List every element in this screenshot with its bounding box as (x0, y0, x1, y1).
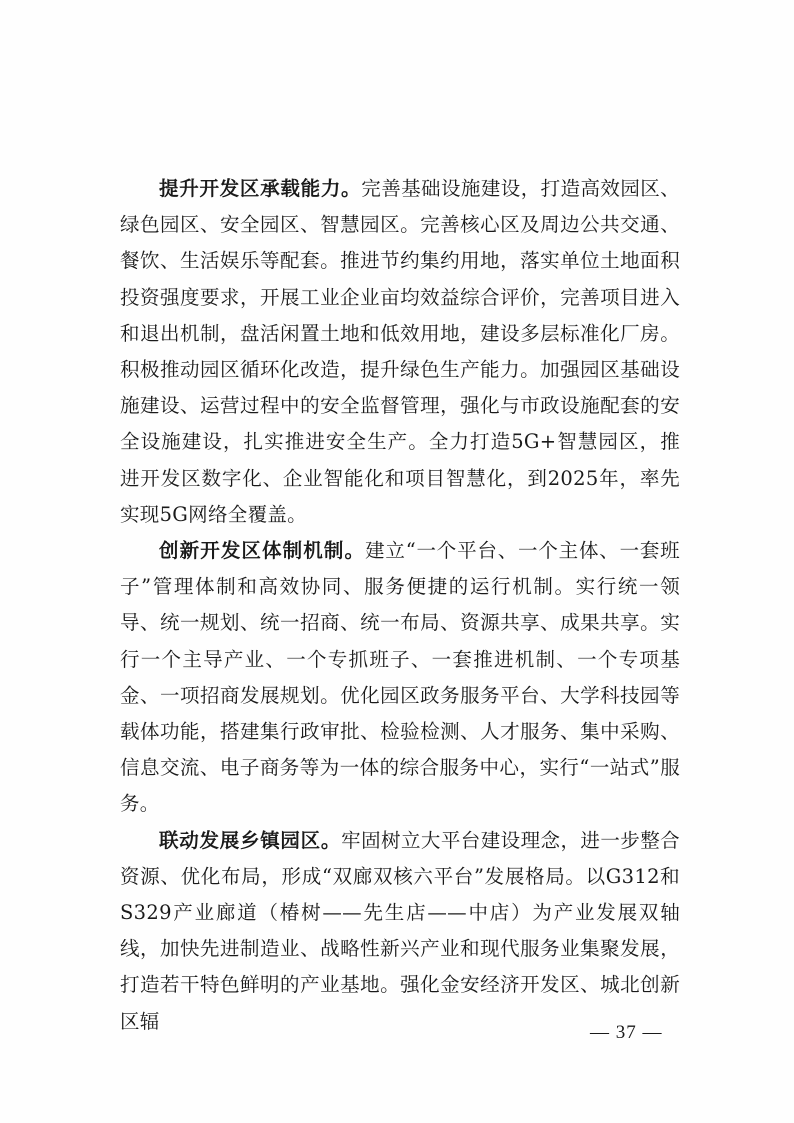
paragraph-2-body: 建立“一个平台、一个主体、一套班子”管理体制和高效协同、服务便捷的运行机制。实行统一领导、统一规划、统一招商、统一布局、资源共享、成果共享。实行一个主导产业、一个专抓班子、一套推进机制、一个专项基金、一项招商发展规划。优化园区政务服务平台、大学科技园等载体功能，搭建集行政审批、检验检测、人才服务、集中采购、信息交流、电子商务等为一体的综合服务中心，实行“一站式”服务。 (120, 539, 680, 816)
document-body (120, 171, 680, 1040)
page-number: — 37 — (590, 1022, 663, 1043)
paragraph-2 (120, 533, 680, 823)
paragraph-1 (120, 171, 680, 533)
paragraph-1-body: 完善基础设施建设，打造高效园区、绿色园区、安全园区、智慧园区。完善核心区及周边公共交通、餐饮、生活娱乐等配套。推进节约集约用地，落实单位土地面积投资强度要求，开展工业企业亩均效益综合评价，完善项目进入和退出机制，盘活闲置土地和低效用地，建设多层标准化厂房。积极推动园区循环化改造，提升绿色生产能力。加强园区基础设施建设、运营过程中的安全监督管理，强化与市政设施配套的安全设施建设，扎实推进安全生产。全力打造5G+智慧园区，推进开发区数字化、企业智能化和项目智慧化，到2025年，率先实现5G网络全覆盖。 (120, 177, 680, 526)
paragraph-1-heading: 提升开发区承载能力。 (159, 177, 362, 200)
paragraph-3-body: 牢固树立大平台建设理念，进一步整合资源、优化布局，形成“双廊双核六平台”发展格局。以G312和S329产业廊道（椿树——先生店——中店）为产业发展双轴线，加快先进制造业、战略性新兴产业和现代服务业集聚发展，打造若干特色鲜明的产业基地。强化金安经济开发区、城北创新区辐 (120, 828, 680, 1033)
paragraph-2-heading: 创新开发区体制机制。 (159, 539, 366, 563)
paragraph-3 (120, 823, 680, 1040)
paragraph-3-heading: 联动发展乡镇园区。 (159, 828, 342, 852)
